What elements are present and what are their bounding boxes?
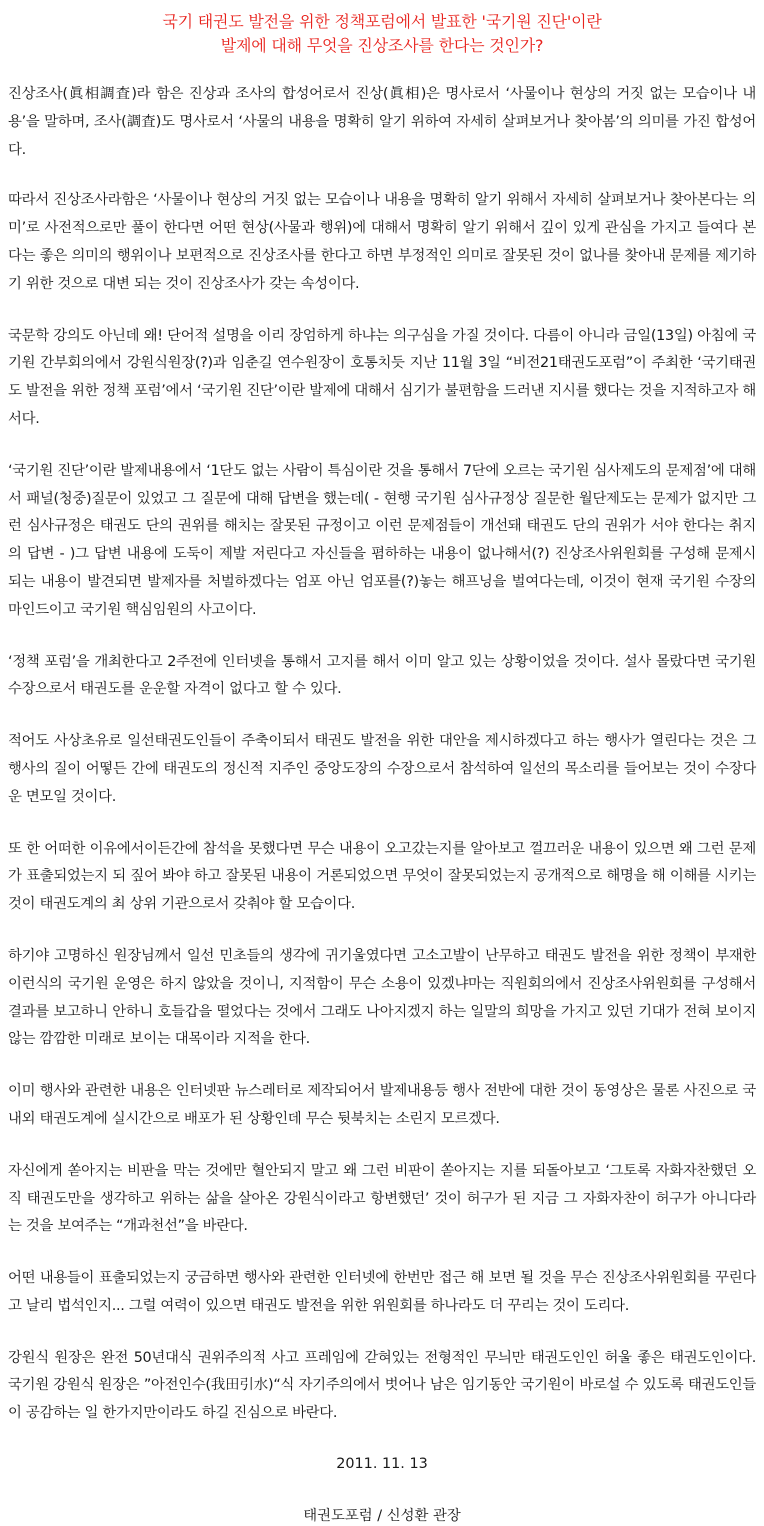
paragraph-4: ‘국기원 진단’이란 발제내용에서 ‘1단도 없는 사람이 특심이란 것을 통해서 7단에 오르는 국기원 심사제도의 문제점’에 대해서 패널(청중)질문이 있었고 그 질문에 대해 답변을 했는데( - 현행 국기원 심사규정상 질문한 월단제도는 문제가 없지만 그런 심사규정은 태권도 단의 권위를 해치는 잘못된 규정이고 이런 문제점들이 개선돼 태권도 단의 권위가 서야 한다는 취지의 답변 - )그 답변 내용에 도둑이 제발 저린다고 자신들을 폄하하는 내용이 없나해서(?) 진상조사위원회를 구성해 문제시 되는 내용이 발견되면 발제자를 처벌하겠다는 엄포 아닌 엄포를(?)놓는 해프닝을 벌여다는데, 이것이 현재 국기원 수장의 마인드이고 국기원 핵심임원의 사고이다. — [8, 462, 756, 618]
paragraph-3: 국문학 강의도 아닌데 왜! 단어적 설명을 이리 장엄하게 하냐는 의구심을 가질 것이다. 다름이 아니라 금일(13일) 아침에 국기원 간부회의에서 강원식원장(?)과 임춘길 연수원장이 호통치듯 지난 11월 3일 “비전21태권도포럼”이 주최한 ‘국기태권도 발전을 위한 정책 포럼’에서 ‘국기원 진단’이란 발제에 대해서 심기가 불편함을 드러낸 지시를 했다는 것을 지적하고자 해서다. — [8, 327, 756, 427]
paragraph-11: 어떤 내용들이 표출되었는지 궁금하면 행사와 관련한 인터넷에 한번만 접근 해 보면 될 것을 무슨 진상조사위원회를 꾸린다고 날리 법석인지... 그럴 여력이 있으면 태권도 발전을 위한 위원회를 하나라도 더 꾸리는 것이 도리다. — [8, 1270, 756, 1314]
article-title-line-1: 국기 태권도 발전을 위한 정책포럼에서 발표한 '국기원 진단'이란 — [162, 12, 602, 31]
article-title — [8, 10, 756, 58]
paragraph-10: 자신에게 쏟아지는 비판을 막는 것에만 혈안되지 말고 왜 그런 비판이 쏟아지는 지를 되돌아보고 ‘그토록 자화자찬했던 오직 태권도만을 생각하고 위하는 삶을 살아온 강원식이라고 항변했던’ 것이 허구가 된 지금 그 자화자찬이 허구가 아니다라는 것을 보여주는 “개과천선”을 바란다. — [8, 1162, 756, 1235]
article-body — [8, 81, 756, 1428]
article-title-line-2: 발제에 대해 무엇을 진상조사를 한다는 것인가? — [220, 36, 544, 55]
paragraph-12: 강원식 원장은 완전 50년대식 권위주의적 사고 프레임에 갇혀있는 전형적인 무늬만 태권도인인 허울 좋은 태권도인이다. 국기원 강원식 원장은 ”아전인수(我田引水)“식 자기주의에서 벗어나 남은 임기동안 국기원이 바로설 수 있도록 태권도인들이 공감하는 일 한가지만이라도 하길 진심으로 바란다. — [8, 1349, 756, 1422]
paragraph-8: 하기야 고명하신 원장님께서 일선 민초들의 생각에 귀기울였다면 고소고발이 난무하고 태권도 발전을 위한 정책이 부재한 이런식의 국기원 운영은 하지 않았을 것이니, 지적함이 무슨 소용이 있겠냐마는 직원회의에서 진상조사위원회를 구성해서 결과를 보고하니 안하니 호들갑을 떨었다는 것에서 그래도 나아지겠지 하는 일말의 희망을 가지고 있던 기대가 전혀 보이지 않는 깜깜한 미래로 보이는 대목이라 지적을 한다. — [8, 947, 756, 1048]
paragraph-9: 이미 행사와 관련한 내용은 인터넷판 뉴스레터로 제작되어서 발제내용등 행사 전반에 대한 것이 동영상은 물론 사진으로 국내외 태권도계에 실시간으로 배포가 된 상황인데 무슨 뒷북치는 소린지 모르겠다. — [8, 1083, 756, 1127]
paragraph-5: ‘정책 포럼’을 개최한다고 2주전에 인터넷을 통해서 고지를 해서 이미 알고 있는 상황이었을 것이다. 설사 몰랐다면 국기원 수장으로서 태권도를 운운할 자격이 없다고 할 수 있다. — [8, 653, 756, 698]
paragraph-2: 따라서 진상조사라함은 ‘사물이나 현상의 거짓 없는 모습이나 내용을 명확히 알기 위해서 자세히 살펴보거나 찾아본다는 의미’로 사전적으로만 풀이 한다면 어떤 현상(사물과 행위)에 대해서 명확히 알기 위해서 깊이 있게 관심을 가지고 들여다 본다는 좋은 의미의 행위이나 보편적으로 진상조사를 한다고 하면 부정적인 의미로 잘못된 것이 없나를 찾아내 문제를 제기하기 위한 것으로 대변 되는 것이 진상조사가 갖는 속성이다. — [8, 192, 756, 292]
paragraph-6: 적어도 사상초유로 일선태권도인들이 주축이되서 태권도 발전을 위한 대안을 제시하겠다고 하는 행사가 열린다는 것은 그 행사의 질이 어떻든 간에 태권도의 정신적 지주인 중앙도장의 수장으로서 참석하여 일선의 목소리를 들어보는 것이 수장다운 면모일 것이다. — [8, 733, 756, 805]
article-signature: 태권도포럼 / 신성환 관장 — [303, 1508, 461, 1525]
paragraph-1: 진상조사(眞相調査)라 함은 진상과 조사의 합성어로서 진상(眞相)은 명사로서 ‘사물이나 현상의 거짓 없는 모습이나 내용’을 말하며, 조사(調査)도 명사로서 ‘사물의 내용을 명확히 알기 위하여 자세히 살펴보거나 찾아봄’의 의미를 가진 합성어다. — [8, 86, 756, 158]
article-date: 2011. 11. 13 — [336, 1456, 428, 1473]
paragraph-7: 또 한 어떠한 이유에서이든간에 참석을 못했다면 무슨 내용이 오고갔는지를 알아보고 껄끄러운 내용이 있으면 왜 그런 문제가 표출되었는지 되 짚어 봐야 하고 잘못된 내용이 거론되었으면 무엇이 잘못되었는지 공개적으로 해명을 해 이해를 시키는 것이 태권도계의 최 상위 기관으로서 갖춰야 할 모습이다. — [8, 840, 756, 913]
